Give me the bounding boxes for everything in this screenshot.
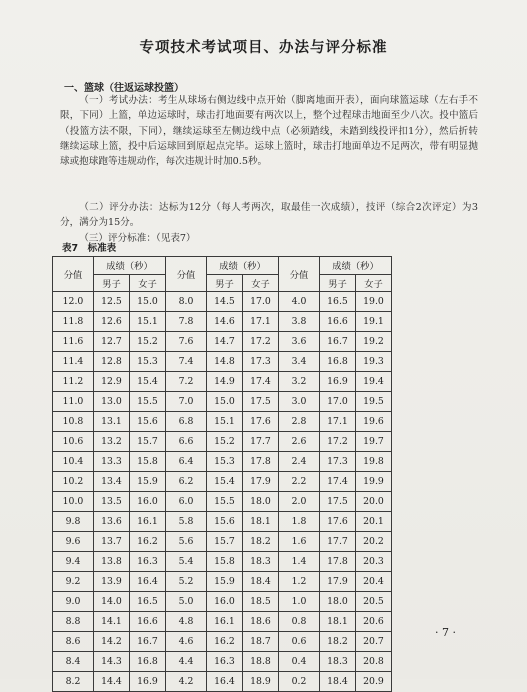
scoring-method-paragraph: （二）评分办法：达标为12分（每人考两次，取最佳一次成绩），技评（综合2次评定）为3分，满分为15分。 <box>60 202 478 229</box>
female-time-cell: 20.0 <box>356 492 392 512</box>
female-time-cell: 16.2 <box>130 532 166 552</box>
male-time-cell: 17.7 <box>320 532 356 552</box>
score-cell: 8.6 <box>53 632 94 652</box>
female-time-cell: 20.4 <box>356 572 392 592</box>
score-header: 分值 <box>279 257 320 292</box>
female-time-cell: 19.3 <box>356 352 392 372</box>
male-time-cell: 12.5 <box>94 292 130 312</box>
female-time-cell: 16.3 <box>130 552 166 572</box>
male-time-cell: 16.0 <box>207 592 243 612</box>
female-header: 女子 <box>243 274 279 292</box>
table-row <box>53 472 392 492</box>
male-time-cell: 14.3 <box>94 652 130 672</box>
female-time-cell: 16.8 <box>130 652 166 672</box>
score-cell: 4.4 <box>166 652 207 672</box>
score-cell: 10.0 <box>53 492 94 512</box>
female-time-cell: 18.7 <box>243 632 279 652</box>
score-cell: 2.0 <box>279 492 320 512</box>
score-cell: 0.2 <box>279 672 320 692</box>
score-cell: 4.0 <box>279 292 320 312</box>
female-time-cell: 18.6 <box>243 612 279 632</box>
female-time-cell: 15.3 <box>130 352 166 372</box>
male-time-cell: 13.4 <box>94 472 130 492</box>
female-time-cell: 20.7 <box>356 632 392 652</box>
male-time-cell: 15.7 <box>207 532 243 552</box>
female-time-cell: 17.5 <box>243 392 279 412</box>
male-time-cell: 17.2 <box>320 432 356 452</box>
score-cell: 8.2 <box>53 672 94 692</box>
male-time-cell: 16.6 <box>320 312 356 332</box>
table-subheader-row <box>53 274 392 292</box>
table-row <box>53 512 392 532</box>
table-row <box>53 492 392 512</box>
male-time-cell: 13.8 <box>94 552 130 572</box>
table-row <box>53 392 392 412</box>
female-time-cell: 16.4 <box>130 572 166 592</box>
female-time-cell: 18.8 <box>243 652 279 672</box>
score-cell: 6.6 <box>166 432 207 452</box>
female-time-cell: 17.4 <box>243 372 279 392</box>
male-time-cell: 17.8 <box>320 552 356 572</box>
male-time-cell: 18.2 <box>320 632 356 652</box>
score-cell: 8.4 <box>53 652 94 672</box>
score-cell: 5.8 <box>166 512 207 532</box>
female-time-cell: 17.8 <box>243 452 279 472</box>
score-cell: 5.2 <box>166 572 207 592</box>
male-time-cell: 14.6 <box>207 312 243 332</box>
male-time-cell: 13.2 <box>94 432 130 452</box>
table-row <box>53 592 392 612</box>
male-time-cell: 18.0 <box>320 592 356 612</box>
score-cell: 7.0 <box>166 392 207 412</box>
female-time-cell: 19.9 <box>356 472 392 492</box>
score-cell: 10.4 <box>53 452 94 472</box>
score-cell: 5.0 <box>166 592 207 612</box>
female-time-cell: 16.0 <box>130 492 166 512</box>
female-time-cell: 15.8 <box>130 452 166 472</box>
male-time-cell: 18.3 <box>320 652 356 672</box>
score-cell: 10.8 <box>53 412 94 432</box>
male-time-cell: 14.4 <box>94 672 130 692</box>
standards-table <box>52 256 392 692</box>
score-cell: 1.2 <box>279 572 320 592</box>
male-time-cell: 13.1 <box>94 412 130 432</box>
female-time-cell: 15.9 <box>130 472 166 492</box>
table-row <box>53 612 392 632</box>
score-cell: 7.4 <box>166 352 207 372</box>
score-cell: 5.6 <box>166 532 207 552</box>
score-cell: 9.2 <box>53 572 94 592</box>
female-time-cell: 18.4 <box>243 572 279 592</box>
male-time-cell: 18.4 <box>320 672 356 692</box>
female-time-cell: 19.0 <box>356 292 392 312</box>
table-row <box>53 292 392 312</box>
score-cell: 4.8 <box>166 612 207 632</box>
score-cell: 4.2 <box>166 672 207 692</box>
table-row <box>53 552 392 572</box>
score-cell: 11.8 <box>53 312 94 332</box>
female-time-cell: 20.9 <box>356 672 392 692</box>
female-time-cell: 19.1 <box>356 312 392 332</box>
male-time-cell: 16.7 <box>320 332 356 352</box>
male-time-cell: 15.6 <box>207 512 243 532</box>
score-cell: 8.0 <box>166 292 207 312</box>
female-time-cell: 20.1 <box>356 512 392 532</box>
result-header: 成绩（秒） <box>207 257 279 275</box>
score-cell: 0.6 <box>279 632 320 652</box>
male-time-cell: 16.3 <box>207 652 243 672</box>
female-time-cell: 16.9 <box>130 672 166 692</box>
male-time-cell: 13.3 <box>94 452 130 472</box>
male-time-cell: 16.1 <box>207 612 243 632</box>
male-time-cell: 15.2 <box>207 432 243 452</box>
table-row <box>53 672 392 692</box>
section-heading: 一、篮球（往返运球投篮） <box>64 83 184 94</box>
score-cell: 2.2 <box>279 472 320 492</box>
score-cell: 4.6 <box>166 632 207 652</box>
score-cell: 2.8 <box>279 412 320 432</box>
male-time-cell: 15.3 <box>207 452 243 472</box>
score-cell: 0.8 <box>279 612 320 632</box>
score-cell: 9.6 <box>53 532 94 552</box>
female-time-cell: 19.6 <box>356 412 392 432</box>
male-time-cell: 17.5 <box>320 492 356 512</box>
score-cell: 9.4 <box>53 552 94 572</box>
table-header-row <box>53 257 392 275</box>
female-time-cell: 16.7 <box>130 632 166 652</box>
female-time-cell: 18.5 <box>243 592 279 612</box>
score-cell: 10.6 <box>53 432 94 452</box>
male-time-cell: 13.6 <box>94 512 130 532</box>
male-time-cell: 14.7 <box>207 332 243 352</box>
male-time-cell: 16.4 <box>207 672 243 692</box>
score-cell: 6.8 <box>166 412 207 432</box>
document-title: 专项技术考试项目、办法与评分标准 <box>139 40 388 56</box>
score-cell: 8.8 <box>53 612 94 632</box>
score-cell: 9.0 <box>53 592 94 612</box>
male-time-cell: 14.2 <box>94 632 130 652</box>
table-row <box>53 352 392 372</box>
female-time-cell: 17.3 <box>243 352 279 372</box>
male-time-cell: 17.1 <box>320 412 356 432</box>
score-cell: 10.2 <box>53 472 94 492</box>
exam-method-paragraph: （一）考试办法：考生从球场右侧边线中点开始（脚离地面开表），面向球篮运球（左右手不限，下同）上篮，单边运球时，球击打地面要有两次以上，整个过程球击地面至少八次。投中篮后（投篮方法不限，下同），继续运球至左侧边线中点（必须踏线，未踏到线投评扣1分），然后折转继续运球上篮，投中后运球回到原起点完毕。运球上篮时，球击打地面单边不足两次，带有明显抛球或抱球跑等违规动作，每次违规计时加0.5秒。 <box>60 95 478 168</box>
table-row <box>53 652 392 672</box>
female-time-cell: 18.9 <box>243 672 279 692</box>
result-header: 成绩（秒） <box>320 257 392 275</box>
score-cell: 1.6 <box>279 532 320 552</box>
female-header: 女子 <box>130 274 166 292</box>
score-cell: 7.8 <box>166 312 207 332</box>
male-header: 男子 <box>320 274 356 292</box>
score-cell: 2.4 <box>279 452 320 472</box>
male-time-cell: 16.8 <box>320 352 356 372</box>
score-cell: 12.0 <box>53 292 94 312</box>
female-time-cell: 19.2 <box>356 332 392 352</box>
female-time-cell: 17.7 <box>243 432 279 452</box>
male-time-cell: 12.9 <box>94 372 130 392</box>
female-time-cell: 15.5 <box>130 392 166 412</box>
paragraph-block-1 <box>60 93 478 169</box>
male-time-cell: 16.5 <box>320 292 356 312</box>
score-cell: 3.2 <box>279 372 320 392</box>
score-cell: 11.6 <box>53 332 94 352</box>
male-time-cell: 18.1 <box>320 612 356 632</box>
male-time-cell: 15.4 <box>207 472 243 492</box>
table-row <box>53 532 392 552</box>
male-time-cell: 15.1 <box>207 412 243 432</box>
table-row <box>53 632 392 652</box>
scoring-standard-paragraph: （三）评分标准：（见表7） <box>79 232 196 244</box>
female-time-cell: 15.6 <box>130 412 166 432</box>
score-cell: 11.2 <box>53 372 94 392</box>
male-time-cell: 15.0 <box>207 392 243 412</box>
female-time-cell: 15.2 <box>130 332 166 352</box>
female-time-cell: 20.2 <box>356 532 392 552</box>
table-caption: 表7 标准表 <box>62 243 117 254</box>
table-body <box>53 292 392 692</box>
female-time-cell: 17.1 <box>243 312 279 332</box>
score-cell: 7.2 <box>166 372 207 392</box>
score-header: 分值 <box>53 257 94 292</box>
male-time-cell: 17.0 <box>320 392 356 412</box>
male-time-cell: 16.2 <box>207 632 243 652</box>
score-cell: 3.4 <box>279 352 320 372</box>
male-time-cell: 13.9 <box>94 572 130 592</box>
female-time-cell: 15.0 <box>130 292 166 312</box>
score-cell: 3.6 <box>279 332 320 352</box>
score-cell: 7.6 <box>166 332 207 352</box>
female-time-cell: 19.8 <box>356 452 392 472</box>
score-cell: 3.0 <box>279 392 320 412</box>
score-cell: 1.8 <box>279 512 320 532</box>
male-header: 男子 <box>94 274 130 292</box>
male-time-cell: 14.5 <box>207 292 243 312</box>
female-time-cell: 16.6 <box>130 612 166 632</box>
score-cell: 2.6 <box>279 432 320 452</box>
female-time-cell: 20.3 <box>356 552 392 572</box>
table-row <box>53 312 392 332</box>
male-time-cell: 14.0 <box>94 592 130 612</box>
score-cell: 5.4 <box>166 552 207 572</box>
female-time-cell: 19.7 <box>356 432 392 452</box>
paragraph-block-2 <box>60 200 478 246</box>
table-row <box>53 452 392 472</box>
female-time-cell: 17.0 <box>243 292 279 312</box>
score-cell: 6.2 <box>166 472 207 492</box>
male-time-cell: 14.8 <box>207 352 243 372</box>
table-row <box>53 412 392 432</box>
male-time-cell: 13.0 <box>94 392 130 412</box>
table-row <box>53 332 392 352</box>
female-time-cell: 15.4 <box>130 372 166 392</box>
male-time-cell: 17.9 <box>320 572 356 592</box>
table-row <box>53 372 392 392</box>
male-time-cell: 12.8 <box>94 352 130 372</box>
female-time-cell: 16.5 <box>130 592 166 612</box>
male-time-cell: 12.6 <box>94 312 130 332</box>
female-time-cell: 17.2 <box>243 332 279 352</box>
male-time-cell: 17.3 <box>320 452 356 472</box>
male-time-cell: 15.5 <box>207 492 243 512</box>
score-cell: 11.0 <box>53 392 94 412</box>
score-cell: 1.0 <box>279 592 320 612</box>
male-time-cell: 14.9 <box>207 372 243 392</box>
female-time-cell: 18.1 <box>243 512 279 532</box>
male-time-cell: 17.6 <box>320 512 356 532</box>
male-time-cell: 15.9 <box>207 572 243 592</box>
female-time-cell: 17.6 <box>243 412 279 432</box>
male-header: 男子 <box>207 274 243 292</box>
female-time-cell: 18.0 <box>243 492 279 512</box>
score-cell: 9.8 <box>53 512 94 532</box>
female-time-cell: 20.6 <box>356 612 392 632</box>
female-time-cell: 17.9 <box>243 472 279 492</box>
table-row <box>53 572 392 592</box>
male-time-cell: 17.4 <box>320 472 356 492</box>
score-cell: 3.8 <box>279 312 320 332</box>
page-number: · 7 · <box>435 626 456 639</box>
female-time-cell: 16.1 <box>130 512 166 532</box>
male-time-cell: 15.8 <box>207 552 243 572</box>
female-time-cell: 15.1 <box>130 312 166 332</box>
female-header: 女子 <box>356 274 392 292</box>
female-time-cell: 20.8 <box>356 652 392 672</box>
score-header: 分值 <box>166 257 207 292</box>
male-time-cell: 14.1 <box>94 612 130 632</box>
male-time-cell: 13.5 <box>94 492 130 512</box>
score-cell: 11.4 <box>53 352 94 372</box>
female-time-cell: 20.5 <box>356 592 392 612</box>
female-time-cell: 19.4 <box>356 372 392 392</box>
score-cell: 1.4 <box>279 552 320 572</box>
male-time-cell: 13.7 <box>94 532 130 552</box>
male-time-cell: 12.7 <box>94 332 130 352</box>
female-time-cell: 18.3 <box>243 552 279 572</box>
score-cell: 6.4 <box>166 452 207 472</box>
female-time-cell: 15.7 <box>130 432 166 452</box>
score-cell: 0.4 <box>279 652 320 672</box>
table-row <box>53 432 392 452</box>
score-cell: 6.0 <box>166 492 207 512</box>
result-header: 成绩（秒） <box>94 257 166 275</box>
male-time-cell: 16.9 <box>320 372 356 392</box>
female-time-cell: 19.5 <box>356 392 392 412</box>
female-time-cell: 18.2 <box>243 532 279 552</box>
